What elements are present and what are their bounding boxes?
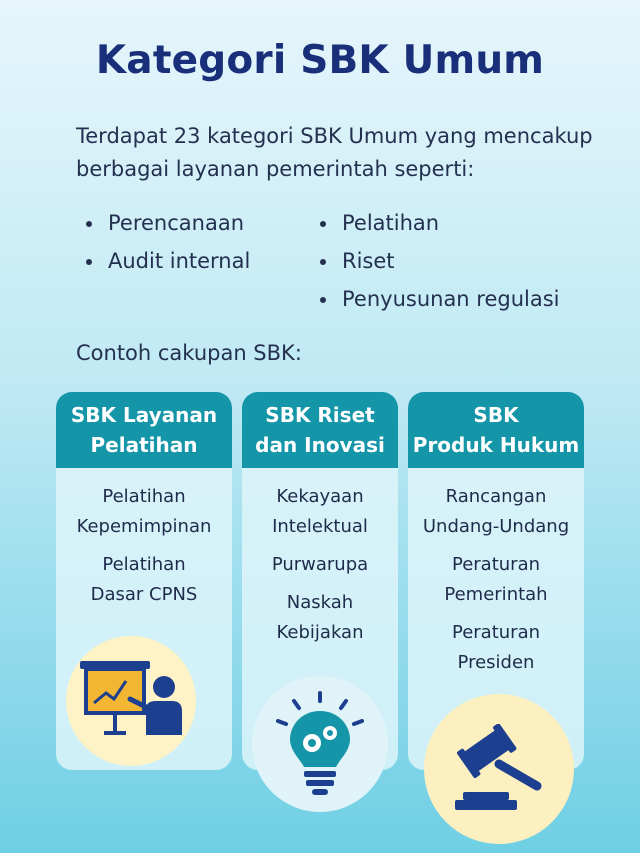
card-item-line: Dasar CPNS <box>90 584 198 605</box>
bullet-column-1 <box>84 204 318 318</box>
card-item-line: Presiden <box>457 652 535 673</box>
card-header <box>242 392 398 468</box>
card-item <box>408 550 584 610</box>
card-header <box>56 392 232 468</box>
card-title-line: dan Inovasi <box>255 433 385 457</box>
bullet-item: Pelatihan <box>318 204 560 242</box>
card-item-line: Kekayaan <box>276 486 364 507</box>
card-item <box>242 588 398 648</box>
card-item-line: Purwarupa <box>271 554 369 575</box>
bullet-item: Riset <box>318 242 560 280</box>
page-title: Kategori SBK Umum <box>95 38 545 83</box>
card-body <box>408 468 584 678</box>
card-item-line: Pelatihan <box>102 486 186 507</box>
card-item-line: Intelektual <box>272 516 368 537</box>
intro-text: Terdapat 23 kategori SBK Umum yang mencakup berbagai layanan pemerintah seperti: <box>76 124 593 181</box>
bullet-column-2 <box>318 204 560 318</box>
card-item-line: Kepemimpinan <box>76 516 212 537</box>
card-item-line: Naskah <box>286 592 354 613</box>
card-title-line: SBK Layanan <box>70 403 218 427</box>
card-item-line: Pelatihan <box>102 554 186 575</box>
bullet-item: Audit internal <box>84 242 318 280</box>
lightbulb-gears-icon <box>252 676 388 812</box>
card-body <box>56 468 232 610</box>
card-title-line: Pelatihan <box>90 433 198 457</box>
card-title-line: Produk Hukum <box>412 433 580 457</box>
card-item-line: Kebijakan <box>276 622 364 643</box>
card-item-line: Peraturan <box>451 622 541 643</box>
card-title-line: SBK Riset <box>265 403 375 427</box>
examples-label: Contoh cakupan SBK: <box>76 341 302 365</box>
category-bullets <box>84 204 604 318</box>
bullet-item: Penyusunan regulasi <box>318 280 560 318</box>
card-body <box>242 468 398 648</box>
card-item <box>56 550 232 610</box>
card-item <box>56 482 232 542</box>
card-item-line: Undang-Undang <box>422 516 570 537</box>
card-item-line: Rancangan <box>445 486 547 507</box>
presentation-teacher-icon <box>66 636 196 766</box>
card-item <box>242 482 398 542</box>
card-item-line: Peraturan <box>451 554 541 575</box>
bullet-item: Perencanaan <box>84 204 318 242</box>
card-header <box>408 392 584 468</box>
card-item <box>408 618 584 678</box>
card-item <box>242 550 398 580</box>
gavel-icon <box>424 694 574 844</box>
card-title-line: SBK <box>473 403 519 427</box>
card-item <box>408 482 584 542</box>
card-item-line: Pemerintah <box>444 584 548 605</box>
